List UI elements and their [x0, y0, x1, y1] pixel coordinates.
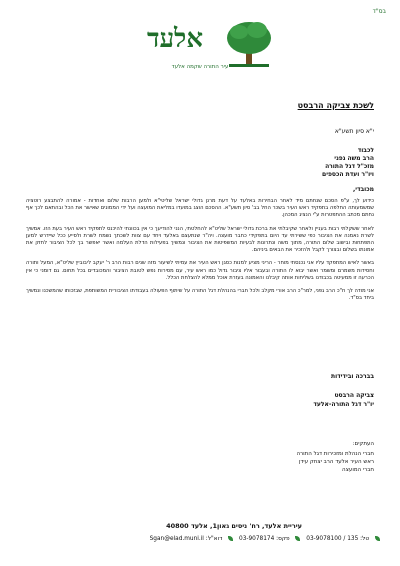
leaf-icon [228, 536, 233, 541]
footer-email[interactable]: דוא"ל: Sgan@elad.muni.il [149, 536, 223, 542]
cc-recipient: חברי המועצה [342, 467, 374, 473]
footer-address: עיריית אלעד, רח' ניסים גאון1, אלעד 40800 [166, 522, 302, 530]
footer-contact [148, 536, 382, 542]
footer-phone: טל: 135 / 03-9078100 [306, 536, 370, 542]
city-logo [125, 12, 275, 84]
closing-line: בברכה ובידידות [330, 373, 374, 380]
body-paragraph: אני מודה לך ח"כ הרב גפני, למר"כ הרב אורי מקלב ולכל חברי בהנהלת דגל התורה על שיתוף הפעולה בעבודתו הציבורית המשותפת, שבזכותו שהמשכנו ונמשיך ביחד בס"ד. [26, 288, 374, 302]
letter-date: י"א סיון תשע"א [334, 128, 374, 135]
logo-tagline: עיר התורה שקמה אלעד [171, 64, 229, 70]
recipient-line: הרב משה גפני [334, 155, 374, 162]
footer-fax: פקס: 03-9078174 [239, 536, 290, 542]
leaf-icon [295, 536, 300, 541]
bsd-header: בס"ד [372, 8, 386, 15]
signer-role: יו"ר דגל התורה-אלעד [313, 401, 374, 408]
cc-recipient: חברי הנהלת ומזכירות דגל התורה [296, 451, 374, 457]
footer [18, 522, 382, 552]
body-paragraph: לאחר ששקלתי רבות בעניין ולאחר שקיבלתי את ברכת גדולי ישראל שליט"א להחלטתי, הנני להודיעך כי אין בכוונתי להיכנס לתפקיד ראש העיר בעת הזו. אמשיך לשרת נאמנה את הציבור כפי ששירתי עד היום בתפקידי כחבר מועצה. ויה"ר שנתעצם באלעד ויחד עם צוות לשכתך נשמח לשרת ולסייע ככל שיידרש למען התפתחות ובישוב שלום התורה, מתוך משה ונתרונות לבעיות המשפיטות את הציבור ונמשיך בפעילות הדלת העלמה ואשר יאפשר בך לכל הציבור לחזק את אמונתו בשלום ובצורך לקבל ולהזכיר את הבאים ביניהם. [26, 225, 374, 254]
body-paragraph: כידוע לך, ע"פ הסכם שנחתם מיד לאחר הבחירות באלעד על דעת מרנן גדולי ישראל שליטי"א ולמען הרבות שלום ואחדות - אמורה להתבצע רוטציה שמשמעותה החלפה בתפקיד ראש העיר בשכר החל בב' סיון תשע"א. ההסכם הוצג במועדו במליאת המועצה ועל ידי הממונים שאישר את הכל ובהתאם לכך אף נחתם מכתב ההתפטרות ע"י הנציג המכהן. [26, 198, 374, 219]
greeting: מכובדי, [352, 186, 374, 193]
cc-recipient: ראש העיר אלעד הרב יצחק עידן [298, 459, 374, 465]
body-paragraph: באשר לאיש המתפקד עליו אני נכנסתי מוחר - הריני מציע למנות כסגן ראש העיר את עמיתי לשיעור מזה שנים רבות הרב ר' יעקב ליבוביץ שליט"א, המעל ותורה וחסידות משמרם ומשמר ואשר יבוא לו התורה ובעבור אליו ציבור גדול כמו ראש עיר, עם מסירות נפש לטובת הציבור והמכובדים בכל תחום. גם דומני כי אין הכרעה זו ממעיטה בכבודנו בשליחות אותה קיבלנו והאמונה בעזרת אוכל ממלא להצלחת הכלל. [26, 260, 374, 281]
leaf-icon [375, 536, 380, 541]
recipient-line: ויו"ר ועדת הכספים [322, 171, 374, 178]
recipient-line: לכבוד [357, 147, 374, 154]
letter-title: לשכת צביקה הרבסט [297, 101, 374, 110]
signature-block [313, 372, 374, 410]
cc-block [296, 440, 374, 474]
signer-name: צביקה הרבסט [334, 391, 374, 399]
cc-title: העתקים: [352, 441, 374, 447]
letter-body [26, 198, 374, 308]
recipient-line: מזכ"ל דגל התורה [325, 163, 374, 170]
recipient-block [322, 147, 374, 179]
logo-wordmark: אלעד [146, 24, 204, 54]
